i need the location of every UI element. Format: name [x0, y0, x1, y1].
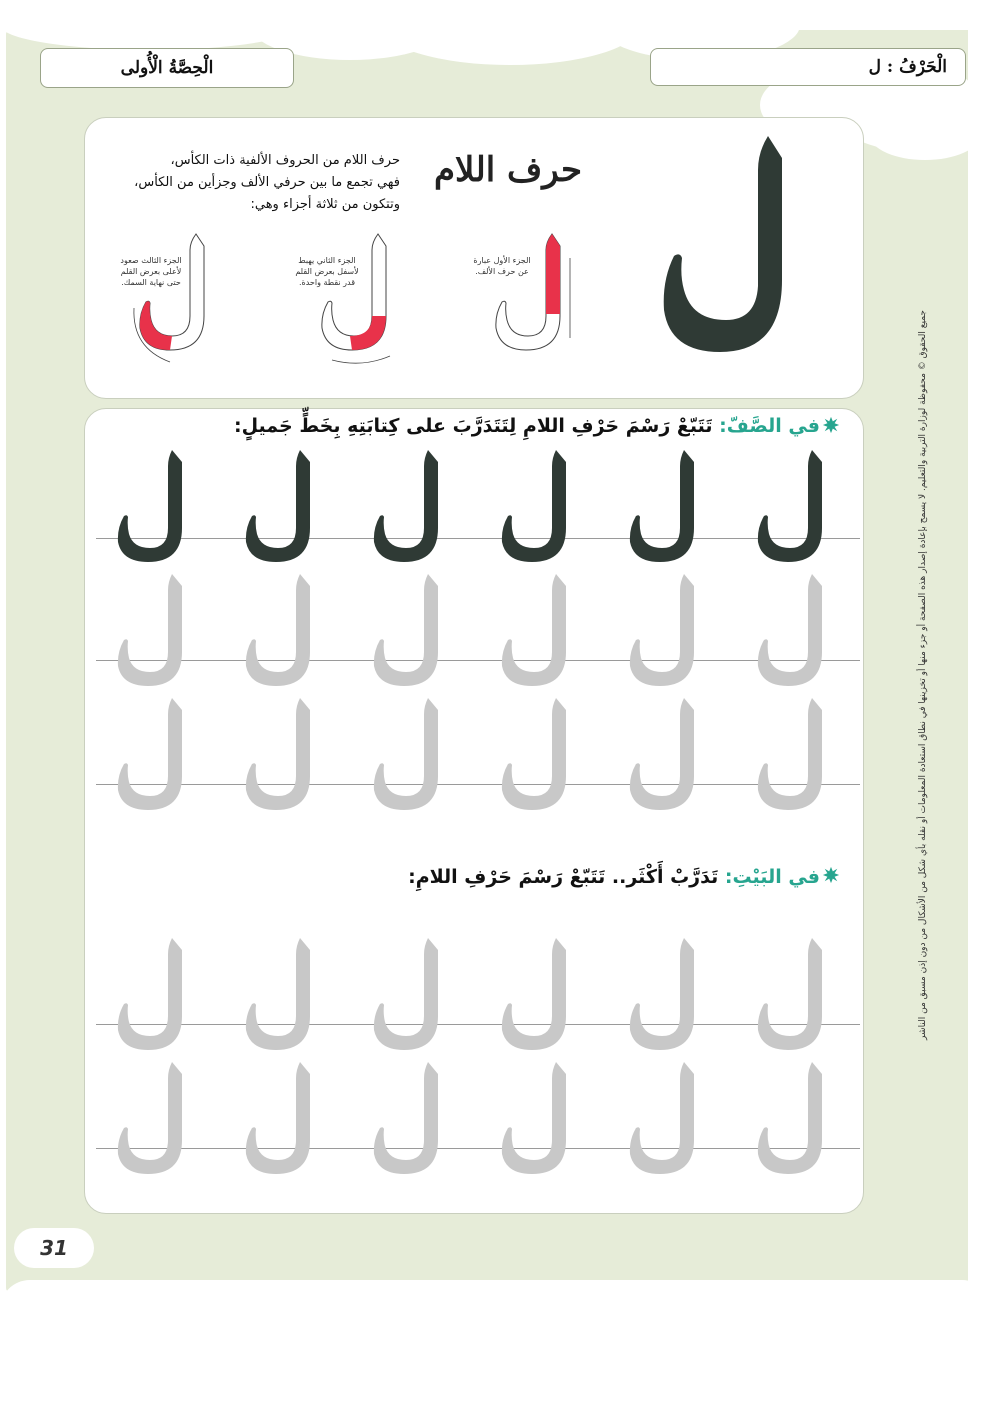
- home-instruction-text: تَدَرَّبْ أَكْثَر.. تَتَبّعْ رَسْمَ حَرْفِ اللامِ:: [408, 866, 719, 888]
- page-edge: [968, 0, 992, 1300]
- description-line: فهي تجمع ما بين حرفي الألف وجزأين من الكأس،: [134, 175, 400, 190]
- guide-line: [96, 660, 860, 661]
- home-instruction: [408, 866, 820, 888]
- light-tracing-letter: [364, 570, 452, 690]
- light-tracing-letter: [620, 694, 708, 814]
- home-tracing-letter: [236, 934, 324, 1054]
- part-2-note: الجزء الثاني يهبط لأسفل بعرض القلم قدر نقطة واحدة.: [295, 256, 359, 287]
- lesson-label: الْحِصَّةُ الْأُولى: [120, 58, 214, 78]
- class-instruction: [234, 415, 820, 437]
- home-label: في البَيْتِ:: [724, 866, 820, 888]
- lesson-label-box: [40, 48, 294, 88]
- light-tracing-letter: [492, 694, 580, 814]
- dark-tracing-letter: [364, 446, 452, 566]
- part-1-letter: [486, 228, 576, 358]
- light-tracing-letter: [236, 570, 324, 690]
- light-tracing-letter: [108, 570, 196, 690]
- copyright-notice: [905, 310, 928, 1040]
- home-tracing-letter: [748, 1058, 836, 1178]
- dark-tracing-letter: [748, 446, 836, 566]
- description-line: وتتكون من ثلاثة أجزاء وهي:: [250, 197, 400, 212]
- home-tracing-letter: [492, 934, 580, 1054]
- part-3-note: الجزء الثالث صعود لأعلى بعرض القلم حتى نهاية السمك.: [120, 256, 182, 287]
- home-tracing-letter: [236, 1058, 324, 1178]
- light-tracing-letter: [492, 570, 580, 690]
- part-1-note: الجزء الأول عبارة عن حرف الألف.: [473, 256, 531, 276]
- intro-description: [100, 150, 400, 216]
- class-label: في الصَّفّ:: [719, 415, 820, 437]
- letter-label: الْحَرْفُ : ل: [868, 57, 947, 77]
- page-number: 31: [40, 1236, 68, 1260]
- guide-line: [96, 538, 860, 539]
- dark-tracing-letter: [108, 446, 196, 566]
- home-tracing-letter: [748, 934, 836, 1054]
- guide-line: [96, 784, 860, 785]
- home-tracing-letter: [364, 1058, 452, 1178]
- home-tracing-letter: [108, 934, 196, 1054]
- light-tracing-letter: [108, 694, 196, 814]
- home-tracing-letter: [108, 1058, 196, 1178]
- class-instruction-text: تَتَبّعْ رَسْمَ حَرْفِ اللامِ لِتَتَدَرَّبَ على كِتابَتِهِ بِخَطٍّ جَميلٍ:: [233, 415, 713, 437]
- light-tracing-letter: [236, 694, 324, 814]
- light-tracing-letter: [620, 570, 708, 690]
- part-3-letter: [130, 228, 220, 368]
- big-letter-lam: [650, 130, 810, 360]
- star-bullet-icon: [822, 416, 840, 434]
- guide-line: [96, 1148, 860, 1149]
- dark-tracing-letter: [492, 446, 580, 566]
- description-line: حرف اللام من الحروف الألفية ذات الكأس،: [170, 153, 400, 168]
- intro-title: حرف اللام: [434, 150, 583, 190]
- cloud-decoration: [0, 1280, 992, 1340]
- star-bullet-icon: [822, 866, 840, 884]
- practice-panel: [84, 408, 864, 1214]
- home-tracing-letter: [620, 934, 708, 1054]
- light-tracing-letter: [748, 570, 836, 690]
- home-tracing-letter: [492, 1058, 580, 1178]
- dark-tracing-letter: [236, 446, 324, 566]
- guide-line: [96, 1024, 860, 1025]
- home-tracing-letter: [620, 1058, 708, 1178]
- light-tracing-letter: [748, 694, 836, 814]
- letter-label-box: [650, 48, 966, 86]
- part-2-letter: [312, 228, 402, 368]
- home-tracing-letter: [364, 934, 452, 1054]
- dark-tracing-letter: [620, 446, 708, 566]
- light-tracing-letter: [364, 694, 452, 814]
- cloud-decoration: [870, 110, 980, 160]
- copyright-text: جميع الحقوق © محفوظة لوزارة التربية والتعليم. لا يسمح بإعادة إصدار هذه الصفحة أو جزء منها أو تخزينها في نطاق استعادة المعلومات أو نقله بأي شكل من الأشكال من دون إذن مسبق من الناشر: [918, 310, 928, 1040]
- page-number-badge: [14, 1228, 94, 1268]
